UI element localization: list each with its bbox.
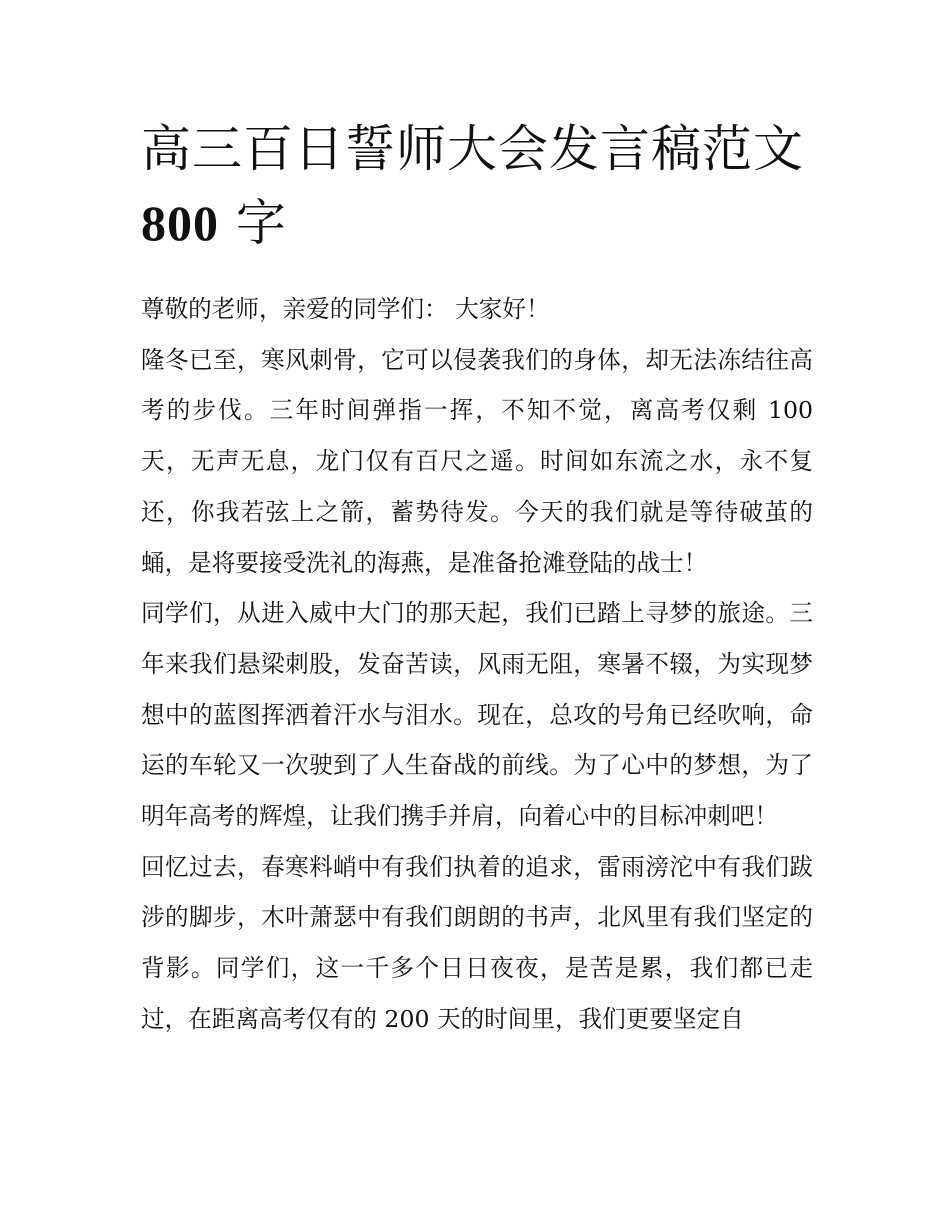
paragraph-3: 回忆过去，春寒料峭中有我们执着的追求，雷雨滂沱中有我们跋涉的脚步，木叶萧瑟中有我们朗朗的书声，北风里有我们坚定的背影。同学们，这一千多个日日夜夜，是苦是累，我们都已走过，在距离高考仅有的 200 天的时间里，我们更要坚定自 [141, 852, 813, 1033]
paragraph-1: 隆冬已至，寒风刺骨，它可以侵袭我们的身体，却无法冻结往高考的步伐。三年时间弹指一挥，不知不觉，离高考仅剩 100 天，无声无息，龙门仅有百尺之遥。时间如东流之水，永不复还，你我若弦上之箭，蓄势待发。今天的我们就是等待破茧的蛹，是将要接受洗礼的海燕，是准备抢滩登陆的战士！ [141, 345, 813, 577]
document-title [141, 112, 813, 260]
document-body [141, 284, 813, 1045]
document-content [141, 112, 813, 1045]
title-line-1: 高三百日誓师大会发言稿范文 [141, 120, 804, 178]
title-suffix: 字 [235, 194, 287, 252]
paragraph-2: 同学们，从进入威中大门的那天起，我们已踏上寻梦的旅途。三年来我们悬梁刺股，发奋苦读，风雨无阻，寒暑不辍，为实现梦想中的蓝图挥洒着汗水与泪水。现在，总攻的号角已经吹响，命运的车轮又一次驶到了人生奋战的前线。为了心中的梦想，为了明年高考的辉煌，让我们携手并肩，向着心中的目标冲刺吧！ [141, 599, 813, 831]
paragraph-greeting: 尊敬的老师，亲爱的同学们： 大家好！ [141, 295, 550, 323]
title-number: 800 [141, 195, 219, 251]
